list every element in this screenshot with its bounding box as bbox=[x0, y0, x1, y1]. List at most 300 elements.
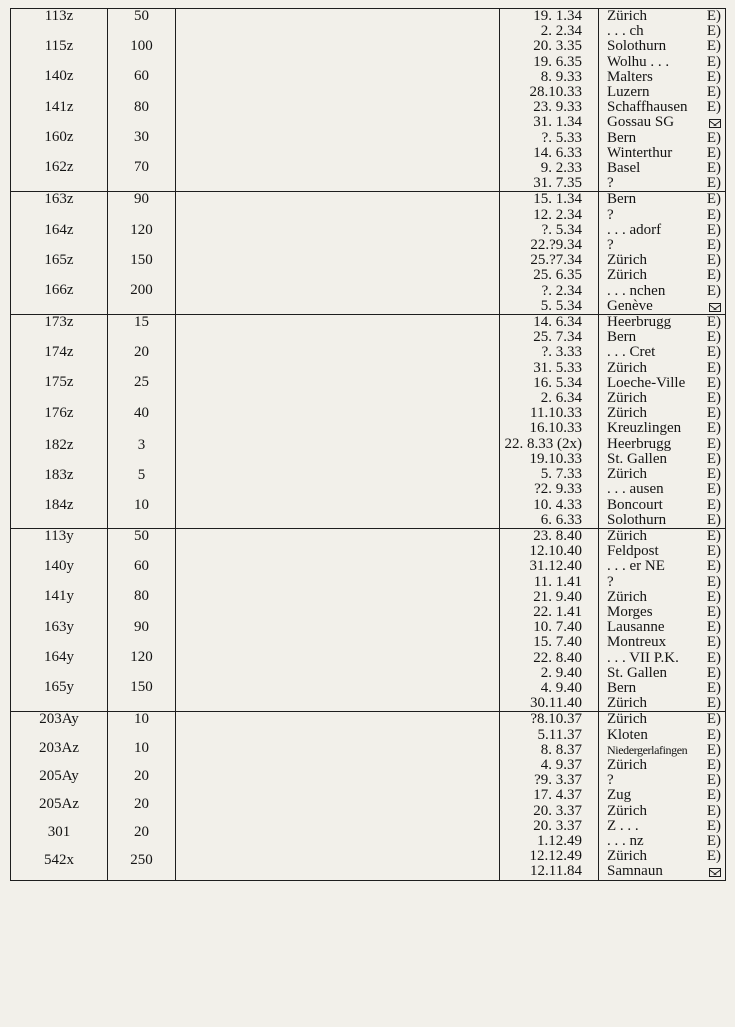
cancel-place: Boncourt bbox=[607, 496, 663, 513]
cancel-place: St. Gallen bbox=[607, 664, 667, 681]
empty-column-cell bbox=[176, 192, 500, 315]
place-line bbox=[599, 391, 725, 406]
cancel-place: ? bbox=[607, 206, 614, 223]
catalog-page bbox=[10, 8, 725, 1019]
cancel-date: 12.12.49 bbox=[529, 848, 582, 865]
cancel-place: Z . . . bbox=[607, 817, 639, 834]
catalog-number: 182z bbox=[44, 436, 74, 453]
cancel-place: Solothurn bbox=[607, 511, 667, 528]
face-value-cell bbox=[108, 192, 176, 315]
cancel-place: Feldpost bbox=[607, 543, 659, 560]
expertise-mark: E) bbox=[706, 527, 721, 544]
expertise-mark: E) bbox=[706, 481, 721, 498]
cancel-date: 17. 4.37 bbox=[533, 787, 582, 804]
catalog-number: 113z bbox=[44, 8, 74, 24]
face-value: 20 bbox=[134, 795, 149, 812]
place-line bbox=[599, 437, 725, 452]
cancel-date: 15. 7.40 bbox=[533, 634, 582, 651]
catalog-number: 140y bbox=[44, 558, 74, 575]
catalog-number: 166z bbox=[44, 282, 74, 299]
expertise-mark: E) bbox=[706, 359, 721, 376]
place-line bbox=[599, 9, 725, 24]
expertise-mark: E) bbox=[706, 221, 721, 238]
face-value: 150 bbox=[130, 678, 153, 695]
cancel-date: 31.12.40 bbox=[529, 558, 582, 575]
catalog-number-cell bbox=[11, 9, 108, 192]
cancel-place: Wolhu . . . bbox=[607, 53, 670, 70]
empty-column-cell bbox=[176, 9, 500, 192]
cancel-date: 20. 3.37 bbox=[533, 802, 582, 819]
place-line bbox=[599, 100, 725, 115]
place-line bbox=[599, 268, 725, 283]
place-line bbox=[599, 192, 725, 207]
face-value: 200 bbox=[130, 282, 153, 299]
expertise-mark: E) bbox=[706, 726, 721, 743]
catalog-number: 542x bbox=[44, 852, 74, 869]
catalog-number: 141z bbox=[44, 98, 74, 115]
expertise-mark: E) bbox=[706, 817, 721, 834]
face-value: 150 bbox=[130, 251, 153, 268]
cancel-date: ?. 3.33 bbox=[541, 344, 582, 361]
cancel-place: . . . nchen bbox=[607, 282, 666, 299]
place-line bbox=[599, 819, 725, 834]
place-line bbox=[599, 712, 725, 727]
expertise-mark: E) bbox=[706, 558, 721, 575]
expertise-mark: E) bbox=[706, 435, 721, 452]
cancel-place: Solothurn bbox=[607, 38, 667, 55]
cancel-date: ?. 5.34 bbox=[541, 221, 582, 238]
catalog-number: 205Ay bbox=[39, 767, 79, 784]
place-line bbox=[599, 529, 725, 544]
envelope-icon bbox=[709, 115, 721, 130]
cancel-place: . . . Cret bbox=[607, 344, 656, 361]
catalog-number: 203Ay bbox=[39, 711, 79, 728]
cancel-place: Zürich bbox=[607, 405, 647, 422]
catalog-number-cell bbox=[11, 712, 108, 880]
stamp-group-row bbox=[11, 712, 726, 880]
place-line bbox=[599, 146, 725, 161]
face-value: 50 bbox=[134, 527, 149, 544]
catalog-body bbox=[11, 9, 726, 881]
cancel-date: 20. 3.37 bbox=[533, 817, 582, 834]
cancel-place: . . . er NE bbox=[607, 558, 665, 575]
face-value: 10 bbox=[134, 739, 149, 756]
place-line bbox=[599, 223, 725, 238]
place-line bbox=[599, 115, 725, 130]
cancel-date: 5. 7.33 bbox=[540, 466, 582, 483]
face-value: 60 bbox=[134, 558, 149, 575]
face-value: 40 bbox=[134, 404, 149, 421]
expertise-mark: E) bbox=[706, 53, 721, 70]
cancel-place: Zürich bbox=[607, 252, 647, 269]
cancel-date: 11.10.33 bbox=[530, 405, 582, 422]
place-line bbox=[599, 666, 725, 681]
cancel-place: Zürich bbox=[607, 267, 647, 284]
expertise-mark: E) bbox=[706, 787, 721, 804]
place-cell bbox=[599, 192, 726, 315]
cancel-date: ?8.10.37 bbox=[530, 711, 582, 728]
cancel-date: 4. 9.37 bbox=[540, 756, 582, 773]
face-value-cell bbox=[108, 712, 176, 880]
cancel-date: 5. 5.34 bbox=[540, 297, 582, 314]
catalog-number: 165y bbox=[44, 678, 74, 695]
expertise-mark: E) bbox=[706, 603, 721, 620]
cancel-date: 23. 8.40 bbox=[533, 527, 582, 544]
cancel-place: Luzern bbox=[607, 84, 650, 101]
expertise-mark: E) bbox=[706, 144, 721, 161]
cancel-date: 22. 8.40 bbox=[533, 649, 582, 666]
place-line bbox=[599, 605, 725, 620]
cancel-date: 12.10.40 bbox=[529, 543, 582, 560]
face-value: 20 bbox=[134, 767, 149, 784]
cancel-place: Samnaun bbox=[607, 863, 663, 880]
place-line bbox=[599, 513, 725, 528]
cancel-date: 1.12.49 bbox=[537, 832, 582, 849]
cancel-date: 8. 8.37 bbox=[540, 741, 582, 758]
cancel-date: ?. 5.33 bbox=[541, 129, 582, 146]
place-line bbox=[599, 284, 725, 299]
cancel-place: Zürich bbox=[607, 756, 647, 773]
catalog-number: 164z bbox=[44, 221, 74, 238]
expertise-mark: E) bbox=[706, 160, 721, 177]
place-line bbox=[599, 85, 725, 100]
cancel-date: 2. 9.40 bbox=[540, 664, 582, 681]
cancel-place: Zürich bbox=[607, 8, 647, 24]
expertise-mark: E) bbox=[706, 634, 721, 651]
face-value: 80 bbox=[134, 588, 149, 605]
cancel-place: Niedergerlafingen bbox=[607, 742, 688, 757]
place-line bbox=[599, 788, 725, 803]
place-line bbox=[599, 498, 725, 513]
cancel-date: 19. 6.35 bbox=[533, 53, 582, 70]
expertise-mark: E) bbox=[706, 314, 721, 331]
face-value: 120 bbox=[130, 221, 153, 238]
catalog-number: 165z bbox=[44, 251, 74, 268]
cancel-date: 16. 5.34 bbox=[533, 374, 582, 391]
cancel-place: Zürich bbox=[607, 588, 647, 605]
cancel-date: 6. 6.33 bbox=[540, 511, 582, 528]
place-line bbox=[599, 559, 725, 574]
place-line bbox=[599, 361, 725, 376]
cancel-place: ? bbox=[607, 237, 614, 254]
expertise-mark: E) bbox=[706, 832, 721, 849]
cancel-date: 22. 8.33 (2x) bbox=[504, 435, 582, 452]
cancel-place: Kloten bbox=[607, 726, 648, 743]
date-cell bbox=[500, 192, 599, 315]
cancel-place: Bern bbox=[607, 679, 637, 696]
cancel-date: 23. 9.33 bbox=[533, 99, 582, 116]
cancel-date: 14. 6.33 bbox=[533, 144, 582, 161]
catalog-number: 173z bbox=[44, 314, 74, 331]
expertise-mark: E) bbox=[706, 543, 721, 560]
expertise-mark: E) bbox=[706, 450, 721, 467]
cancel-place: Lausanne bbox=[607, 619, 665, 636]
expertise-mark: E) bbox=[706, 420, 721, 437]
face-value: 3 bbox=[137, 436, 146, 453]
cancel-date: 11. 1.41 bbox=[533, 573, 582, 590]
cancel-place: Schaffhausen bbox=[607, 99, 688, 116]
expertise-mark: E) bbox=[706, 405, 721, 422]
cancel-place: Basel bbox=[607, 160, 641, 177]
face-value: 50 bbox=[134, 8, 149, 24]
expertise-mark: E) bbox=[706, 329, 721, 346]
cancel-place: . . . nz bbox=[607, 832, 644, 849]
cancel-place: Morges bbox=[607, 603, 653, 620]
cancel-place: Loeche-Ville bbox=[607, 374, 686, 391]
cancel-date: 12. 2.34 bbox=[533, 206, 582, 223]
cancel-place: Heerbrugg bbox=[607, 435, 672, 452]
expertise-mark: E) bbox=[706, 711, 721, 728]
cover-envelope-icon bbox=[709, 868, 721, 877]
cancel-date: 12.11.84 bbox=[530, 863, 582, 880]
face-value-cell bbox=[108, 315, 176, 529]
cancel-date: 25.?7.34 bbox=[530, 252, 582, 269]
place-line bbox=[599, 651, 725, 666]
cancel-date: ?9. 3.37 bbox=[534, 772, 582, 789]
place-line bbox=[599, 131, 725, 146]
place-line bbox=[599, 743, 725, 758]
cancel-date: 10. 4.33 bbox=[533, 496, 582, 513]
cancel-place: Zürich bbox=[607, 695, 647, 712]
cancel-place: St. Gallen bbox=[607, 450, 667, 467]
expertise-mark: E) bbox=[706, 772, 721, 789]
cancel-date: 9. 2.33 bbox=[540, 160, 582, 177]
cancel-place: Gossau SG bbox=[607, 114, 675, 131]
face-value: 80 bbox=[134, 98, 149, 115]
face-value: 20 bbox=[134, 824, 149, 841]
cancel-place: . . . VII P.K. bbox=[607, 649, 679, 666]
cancel-date: 16.10.33 bbox=[529, 420, 582, 437]
place-line bbox=[599, 406, 725, 421]
cancel-date: 31. 5.33 bbox=[533, 359, 582, 376]
catalog-number: 203Az bbox=[39, 739, 79, 756]
face-value-cell bbox=[108, 9, 176, 192]
catalog-number: 174z bbox=[44, 344, 74, 361]
expertise-mark: E) bbox=[706, 267, 721, 284]
cancel-date: 19.10.33 bbox=[529, 450, 582, 467]
place-line bbox=[599, 467, 725, 482]
place-line bbox=[599, 620, 725, 635]
face-value: 10 bbox=[134, 711, 149, 728]
cancel-date: 10. 7.40 bbox=[533, 619, 582, 636]
place-line bbox=[599, 345, 725, 360]
place-cell bbox=[599, 528, 726, 711]
stamp-group-row bbox=[11, 9, 726, 192]
place-line bbox=[599, 590, 725, 605]
date-cell bbox=[500, 315, 599, 529]
cancel-date: 31. 1.34 bbox=[533, 114, 582, 131]
cancel-place: Zug bbox=[607, 787, 632, 804]
place-line bbox=[599, 39, 725, 54]
face-value: 15 bbox=[134, 314, 149, 331]
face-value: 250 bbox=[130, 852, 153, 869]
catalog-number: 175z bbox=[44, 374, 74, 391]
expertise-mark: E) bbox=[706, 38, 721, 55]
place-line bbox=[599, 330, 725, 345]
expertise-mark: E) bbox=[706, 191, 721, 208]
place-line bbox=[599, 376, 725, 391]
date-cell bbox=[500, 712, 599, 880]
expertise-mark: E) bbox=[706, 252, 721, 269]
expertise-mark: E) bbox=[706, 390, 721, 407]
cancel-date: 25. 6.35 bbox=[533, 267, 582, 284]
place-line bbox=[599, 728, 725, 743]
place-line bbox=[599, 834, 725, 849]
place-cell bbox=[599, 315, 726, 529]
cancel-place: . . . adorf bbox=[607, 221, 662, 238]
cancel-date: 22.?9.34 bbox=[530, 237, 582, 254]
expertise-mark: E) bbox=[706, 23, 721, 40]
place-line bbox=[599, 849, 725, 864]
catalog-number-cell bbox=[11, 192, 108, 315]
cancel-date: 2. 6.34 bbox=[540, 390, 582, 407]
place-line bbox=[599, 208, 725, 223]
catalog-number-cell bbox=[11, 528, 108, 711]
envelope-icon bbox=[709, 299, 721, 314]
cancel-date: 25. 7.34 bbox=[533, 329, 582, 346]
stamp-group-row bbox=[11, 192, 726, 315]
place-line bbox=[599, 635, 725, 650]
place-line bbox=[599, 452, 725, 467]
stamp-group-row bbox=[11, 315, 726, 529]
cancel-date: 30.11.40 bbox=[530, 695, 582, 712]
place-line bbox=[599, 24, 725, 39]
cancel-place: . . . ausen bbox=[607, 481, 664, 498]
cancel-place: Kreuzlingen bbox=[607, 420, 682, 437]
place-line bbox=[599, 70, 725, 85]
expertise-mark: E) bbox=[706, 99, 721, 116]
catalog-number: 184z bbox=[44, 497, 74, 514]
envelope-icon bbox=[709, 864, 721, 879]
expertise-mark: E) bbox=[706, 511, 721, 528]
cancel-date: ?2. 9.33 bbox=[534, 481, 582, 498]
cancel-place: Malters bbox=[607, 68, 653, 85]
cover-envelope-icon bbox=[709, 303, 721, 312]
cancel-date: 14. 6.34 bbox=[533, 314, 582, 331]
face-value: 90 bbox=[134, 618, 149, 635]
date-cell bbox=[500, 528, 599, 711]
cancel-date: 15. 1.34 bbox=[533, 191, 582, 208]
cancel-place: Zürich bbox=[607, 711, 647, 728]
cancel-date: 20. 3.35 bbox=[533, 38, 582, 55]
cancel-date: 19. 1.34 bbox=[533, 8, 582, 24]
cancel-place: Zürich bbox=[607, 466, 647, 483]
place-line bbox=[599, 681, 725, 696]
cancel-date: 22. 1.41 bbox=[533, 603, 582, 620]
cancel-place: Montreux bbox=[607, 634, 667, 651]
catalog-number: 163y bbox=[44, 618, 74, 635]
cancel-place: Bern bbox=[607, 129, 637, 146]
face-value: 60 bbox=[134, 68, 149, 85]
empty-column-cell bbox=[176, 528, 500, 711]
cancel-place: Bern bbox=[607, 191, 637, 208]
face-value: 120 bbox=[130, 648, 153, 665]
cancel-place: Zürich bbox=[607, 390, 647, 407]
cancel-place: . . . ch bbox=[607, 23, 644, 40]
cancel-place: Zürich bbox=[607, 527, 647, 544]
date-cell bbox=[500, 9, 599, 192]
face-value-cell bbox=[108, 528, 176, 711]
cancel-place: Winterthur bbox=[607, 144, 673, 161]
cancel-date: 5.11.37 bbox=[537, 726, 582, 743]
place-line bbox=[599, 299, 725, 314]
cancel-place: ? bbox=[607, 772, 614, 789]
place-line bbox=[599, 804, 725, 819]
expertise-mark: E) bbox=[706, 588, 721, 605]
catalog-number: 183z bbox=[44, 467, 74, 484]
place-line bbox=[599, 161, 725, 176]
place-line bbox=[599, 544, 725, 559]
cancel-place: Bern bbox=[607, 329, 637, 346]
cancel-place: ? bbox=[607, 573, 614, 590]
catalog-number: 160z bbox=[44, 128, 74, 145]
place-cell bbox=[599, 712, 726, 880]
expertise-mark: E) bbox=[706, 175, 721, 192]
face-value: 5 bbox=[137, 467, 146, 484]
expertise-mark: E) bbox=[706, 282, 721, 299]
place-line bbox=[599, 758, 725, 773]
catalog-number: 141y bbox=[44, 588, 74, 605]
expertise-mark: E) bbox=[706, 679, 721, 696]
expertise-mark: E) bbox=[706, 741, 721, 758]
face-value: 10 bbox=[134, 497, 149, 514]
expertise-mark: E) bbox=[706, 68, 721, 85]
face-value: 70 bbox=[134, 159, 149, 176]
cover-envelope-icon bbox=[709, 119, 721, 128]
place-line bbox=[599, 176, 725, 191]
stamp-catalog-table bbox=[10, 8, 726, 881]
expertise-mark: E) bbox=[706, 466, 721, 483]
cancel-date: 4. 9.40 bbox=[540, 679, 582, 696]
catalog-number-cell bbox=[11, 315, 108, 529]
catalog-number: 162z bbox=[44, 159, 74, 176]
stamp-group-row bbox=[11, 528, 726, 711]
cancel-place: Genève bbox=[607, 297, 653, 314]
cancel-date: 21. 9.40 bbox=[533, 588, 582, 605]
place-line bbox=[599, 696, 725, 711]
face-value: 100 bbox=[130, 38, 153, 55]
catalog-number: 163z bbox=[44, 191, 74, 208]
face-value: 20 bbox=[134, 344, 149, 361]
face-value: 90 bbox=[134, 191, 149, 208]
place-cell bbox=[599, 9, 726, 192]
catalog-number: 140z bbox=[44, 68, 74, 85]
expertise-mark: E) bbox=[706, 496, 721, 513]
cancel-date: 28.10.33 bbox=[529, 84, 582, 101]
place-line bbox=[599, 238, 725, 253]
expertise-mark: E) bbox=[706, 695, 721, 712]
place-line bbox=[599, 315, 725, 330]
cancel-place: Zürich bbox=[607, 848, 647, 865]
cancel-date: 8. 9.33 bbox=[540, 68, 582, 85]
expertise-mark: E) bbox=[706, 344, 721, 361]
cancel-date: ?. 2.34 bbox=[541, 282, 582, 299]
cancel-date: 31. 7.35 bbox=[533, 175, 582, 192]
face-value: 25 bbox=[134, 374, 149, 391]
expertise-mark: E) bbox=[706, 206, 721, 223]
cancel-place: Heerbrugg bbox=[607, 314, 672, 331]
catalog-number: 113y bbox=[44, 527, 74, 544]
empty-column-cell bbox=[176, 712, 500, 880]
expertise-mark: E) bbox=[706, 756, 721, 773]
expertise-mark: E) bbox=[706, 129, 721, 146]
catalog-number: 176z bbox=[44, 404, 74, 421]
cancel-place: ? bbox=[607, 175, 614, 192]
place-line bbox=[599, 773, 725, 788]
expertise-mark: E) bbox=[706, 374, 721, 391]
expertise-mark: E) bbox=[706, 573, 721, 590]
expertise-mark: E) bbox=[706, 237, 721, 254]
